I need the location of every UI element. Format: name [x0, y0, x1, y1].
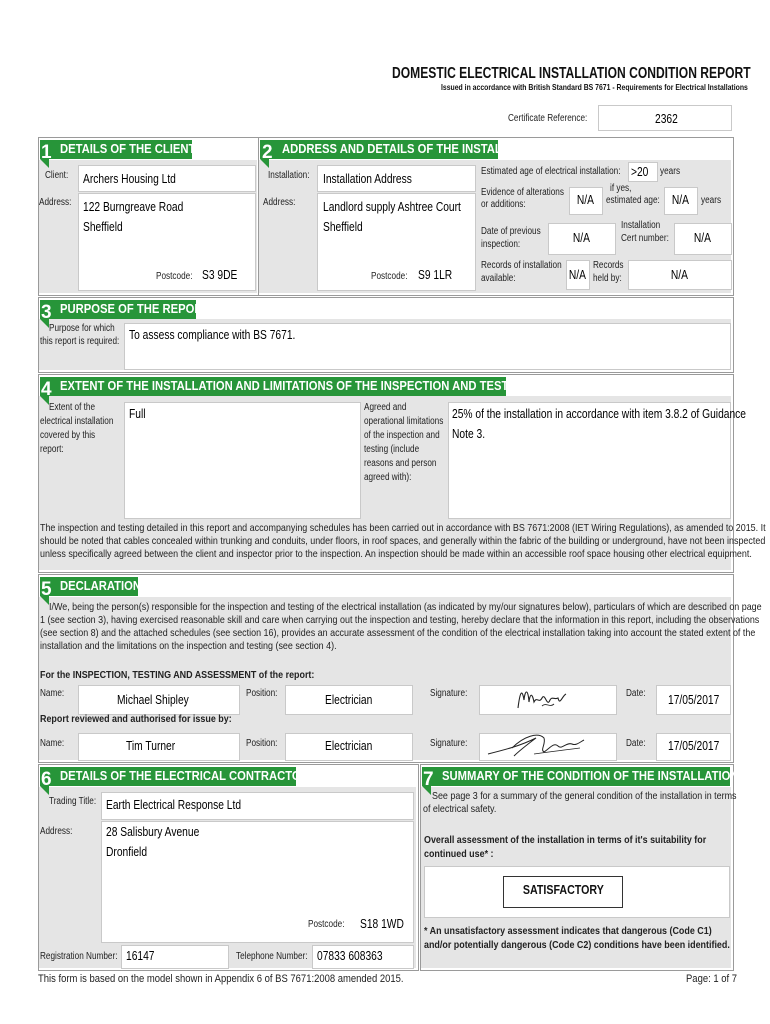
page-number: Page: 1 of 7: [686, 973, 738, 985]
client-address-line1: 122 Burngreave Road: [83, 200, 184, 214]
ifyes-age-value: N/A: [671, 193, 689, 207]
previous-inspection-value: N/A: [572, 231, 590, 245]
client-address-line2: Sheffield: [83, 220, 123, 234]
purpose-value: To assess compliance with BS 7671.: [129, 328, 296, 342]
ifyes-label-1: if yes,: [610, 183, 632, 194]
declaration-text-1: I/We, being the person(s) responsible for the inspection and testing of the electrical installation (as indicated by my/our signatures below), particulars of which are described on page: [49, 602, 762, 613]
inspector-position-label: Position:: [246, 688, 278, 699]
inspector-position-value: Electrician: [325, 693, 373, 707]
limits-label-1: Agreed and: [364, 402, 407, 413]
section-notch: [40, 786, 49, 795]
installation-age-label: Estimated age of electrical installation:: [481, 166, 621, 177]
alterations-label-2: or additions:: [481, 199, 526, 210]
trading-title-label: Trading Title:: [49, 796, 97, 807]
contractor-postcode-value: S18 1WD: [360, 917, 404, 931]
installation-address-line1: Landlord supply Ashtree Court: [323, 200, 461, 214]
limits-value-2: Note 3.: [452, 427, 486, 441]
limits-label-6: agreed with):: [364, 472, 412, 483]
cert-ref-label: Certificate Reference:: [508, 113, 588, 124]
section-3-number: 3: [41, 302, 52, 323]
reviewer-date-label: Date:: [626, 738, 646, 749]
held-by-value: N/A: [670, 268, 688, 282]
extent-note-3: unless specifically agreed between the client and inspector prior to the inspection. An inspection should be made within an accessible roof space housing other electrical equipment.: [40, 549, 752, 560]
extent-label-2: electrical installation: [40, 416, 114, 427]
installation-postcode-value: S9 1LR: [418, 268, 453, 282]
installation-address-label: Address:: [263, 197, 296, 208]
installation-address-line2: Sheffield: [323, 220, 363, 234]
installation-label: Installation:: [268, 170, 310, 181]
client-address-label: Address:: [39, 197, 72, 208]
alterations-value: N/A: [576, 193, 594, 207]
extent-label-1: Extent of the: [49, 402, 96, 413]
records-label-2: available:: [481, 273, 516, 284]
section-notch: [40, 159, 49, 168]
section-1-number: 1: [41, 142, 52, 163]
installation-cert-label-2: Cert number:: [621, 233, 669, 244]
contractor-address-line1: 28 Salisbury Avenue: [106, 825, 200, 839]
reviewer-signature-label: Signature:: [430, 738, 468, 749]
held-by-label-1: Records: [593, 260, 624, 271]
ifyes-years: years: [701, 195, 722, 206]
telephone-label: Telephone Number:: [236, 951, 308, 962]
client-value: Archers Housing Ltd: [83, 172, 176, 186]
telephone-value: 07833 608363: [317, 949, 383, 963]
section-5-number: 5: [41, 579, 52, 600]
limits-label-4: testing (include: [364, 444, 420, 455]
extent-value: Full: [129, 407, 146, 421]
reviewer-signature: [484, 726, 590, 760]
section-notch: [422, 786, 431, 795]
installation-cert-label-1: Installation: [621, 220, 661, 231]
inspector-signature: [512, 682, 572, 716]
reviewer-position-value: Electrician: [325, 739, 373, 753]
report-title: DOMESTIC ELECTRICAL INSTALLATION CONDITION REPORT: [392, 65, 751, 82]
section-4-number: 4: [41, 379, 52, 400]
extent-label-3: covered by this: [40, 430, 96, 441]
registration-label: Registration Number:: [40, 951, 118, 962]
contractor-address-label: Address:: [40, 826, 73, 837]
reviewer-name-label: Name:: [40, 738, 65, 749]
inspector-signature-label: Signature:: [430, 688, 468, 699]
summary-text-2: of electrical safety.: [423, 804, 497, 815]
contractor-postcode-label: Postcode:: [308, 919, 345, 930]
inspection-heading: For the INSPECTION, TESTING AND ASSESSMENT of the report:: [40, 670, 315, 681]
purpose-label-1: Purpose for which: [49, 323, 115, 334]
purpose-label-2: this report is required:: [40, 336, 120, 347]
client-postcode-label: Postcode:: [156, 271, 193, 282]
limits-label-3: of the inspection and: [364, 430, 440, 441]
extent-field[interactable]: [124, 402, 361, 519]
summary-footnote-1: * An unsatisfactory assessment indicates that dangerous (Code C1): [424, 926, 712, 937]
section-notch: [260, 159, 269, 168]
section-summary-header: SUMMARY OF THE CONDITION OF THE INSTALLATION: [422, 767, 730, 786]
section-7-number: 7: [423, 769, 434, 790]
installation-postcode-label: Postcode:: [371, 271, 408, 282]
records-value: N/A: [568, 268, 586, 282]
section-6-number: 6: [41, 769, 52, 790]
client-label: Client:: [45, 170, 69, 181]
section-installation-header: ADDRESS AND DETAILS OF THE INSTALLATION: [260, 140, 498, 159]
records-label-1: Records of installation: [481, 260, 562, 271]
inspector-name-value: Michael Shipley: [117, 693, 189, 707]
installation-value: Installation Address: [323, 172, 412, 186]
cert-ref-value: 2362: [655, 112, 678, 126]
inspector-date-value: 17/05/2017: [668, 693, 720, 707]
section-purpose-header: PURPOSE OF THE REPORT: [40, 300, 196, 319]
contractor-address-line2: Dronfield: [106, 845, 148, 859]
previous-inspection-label-1: Date of previous: [481, 226, 541, 237]
alterations-label-1: Evidence of alterations: [481, 187, 564, 198]
declaration-text-4: installation and the limitations on the inspection and testing (see section 4).: [40, 641, 337, 652]
report-subtitle: Issued in accordance with British Standard BS 7671 - Requirements for Electrical Installations: [441, 82, 748, 92]
section-extent-header: EXTENT OF THE INSTALLATION AND LIMITATIONS OF THE INSPECTION AND TESTING: [40, 377, 506, 396]
inspector-date-label: Date:: [626, 688, 646, 699]
extent-label-4: report:: [40, 444, 64, 455]
held-by-label-2: held by:: [593, 273, 622, 284]
declaration-text-2: 1 (see section 3), having exercised reasonable skill and care when carrying out the inspection and testing, hereby declare that the information in this report, including the observations: [40, 615, 760, 626]
client-postcode-value: S3 9DE: [202, 268, 238, 282]
section-contractor-header: DETAILS OF THE ELECTRICAL CONTRACTOR: [40, 767, 296, 786]
summary-footnote-2: and/or potentially dangerous (Code C2) conditions have been identified.: [424, 940, 730, 951]
limits-label-2: operational limitations: [364, 416, 444, 427]
trading-title-value: Earth Electrical Response Ltd: [106, 798, 242, 812]
overall-assessment-label-2: continued use* :: [424, 849, 494, 860]
limits-label-5: reasons and person: [364, 458, 437, 469]
footer-note: This form is based on the model shown in Appendix 6 of BS 7671:2008 amended 2015.: [38, 973, 404, 985]
inspector-name-label: Name:: [40, 688, 65, 699]
limits-value-1: 25% of the installation in accordance with item 3.8.2 of Guidance: [452, 407, 747, 421]
declaration-text-3: (see section 8) and the attached schedules (see section 16), provides an accurate assessment of the condition of the electrical installation taking into account the stated extent of the: [40, 628, 756, 639]
overall-assessment-result: SATISFACTORY: [522, 882, 604, 897]
overall-assessment-label-1: Overall assessment of the installation in terms of it's suitability for: [424, 835, 707, 846]
section-notch: [40, 396, 49, 405]
section-client-header: DETAILS OF THE CLIENT: [40, 140, 192, 159]
section-declaration-header: DECLARATION: [40, 577, 138, 596]
section-notch: [40, 319, 49, 328]
reviewer-date-value: 17/05/2017: [668, 739, 720, 753]
installation-age-value: >20: [631, 165, 649, 179]
review-heading: Report reviewed and authorised for issue by:: [40, 714, 232, 725]
previous-inspection-label-2: inspection:: [481, 239, 521, 250]
ifyes-label-2: estimated age:: [606, 195, 660, 206]
registration-value: 16147: [126, 949, 155, 963]
extent-note-2: should be noted that cables concealed within trunking and conduits, under floors, in roof spaces, and generally within the fabric of the building or underground, have not been inspected: [40, 536, 766, 547]
installation-cert-value: N/A: [693, 231, 711, 245]
extent-note-1: The inspection and testing detailed in this report and accompanying schedules has been carried out in accordance with BS 7671:2008 (IET Wiring Regulations), as amended to 2015. It: [40, 523, 766, 534]
reviewer-name-value: Tim Turner: [126, 739, 176, 753]
summary-text-1: See page 3 for a summary of the general condition of the installation in terms: [432, 791, 737, 802]
reviewer-position-label: Position:: [246, 738, 278, 749]
installation-age-years: years: [660, 166, 681, 177]
section-2-number: 2: [262, 142, 273, 163]
section-notch: [40, 596, 49, 605]
